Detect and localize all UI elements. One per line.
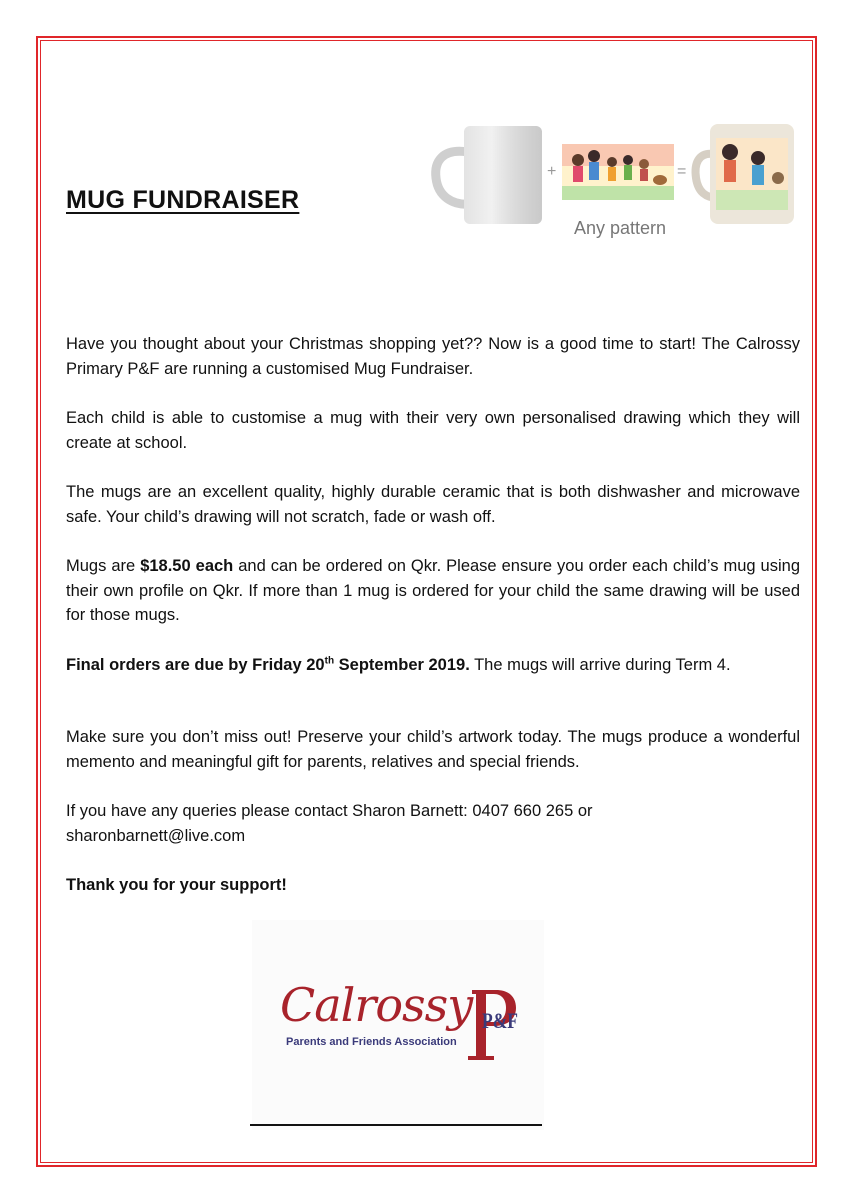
paragraph-pricing [66, 554, 800, 628]
pf-monogram-icon [466, 984, 522, 1064]
deadline-text-b: September 2019. [334, 655, 470, 674]
delivery-text: The mugs will arrive during Term 4. [469, 655, 731, 674]
paragraph-quality: The mugs are an excellent quality, highly durable ceramic that is both dishwasher and microwave safe. Your child’s drawing will not scratch, fade or wash off. [66, 483, 800, 526]
deadline-text-a: Final orders are due by Friday 20 [66, 655, 325, 674]
paragraph-customise: Each child is able to customise a mug with their very own personalised drawing which they will create at school. [66, 409, 800, 452]
contact-email[interactable]: sharonbarnett@live.com [66, 826, 246, 845]
plus-sign: + [547, 163, 557, 180]
paragraph-dont-miss-out: Make sure you don’t miss out! Preserve your child’s artwork today. The mugs produce a wonderful memento and meaningful gift for parents, relatives and special friends. [66, 728, 800, 771]
contact-line: If you have any queries please contact Sharon Barnett: 0407 660 265 or [66, 802, 593, 820]
paragraph-thank-you: Thank you for your support! [66, 876, 287, 894]
paragraph-deadline [66, 653, 800, 678]
hero-illustration [428, 118, 800, 248]
pricing-text-start: Mugs are [66, 557, 141, 575]
page-title: MUG FUNDRAISER [66, 186, 300, 214]
body-text [66, 332, 800, 898]
child-drawing-image [562, 144, 674, 200]
plain-mug-image [436, 126, 542, 224]
paragraph-intro: Have you thought about your Christmas shopping yet?? Now is a good time to start! The Calrossy Primary P&F are running a customised Mug Fundraiser. [66, 335, 800, 378]
logo-script-text: Calrossy [280, 978, 473, 1032]
logo-subtitle: Parents and Friends Association [286, 1036, 457, 1048]
pricing-text-end: and can be ordered on Qkr. Please ensure you order each child’s mug using their own profile on Qkr. If more than 1 mug is ordered for your child the same drawing will be used for those mugs. [66, 557, 800, 624]
deadline-superscript: th [324, 655, 335, 666]
pf-association-logo [252, 920, 544, 1130]
equals-sign: = [677, 163, 687, 180]
hero-caption: Any pattern [573, 218, 667, 238]
paragraph-contact [66, 799, 800, 848]
printed-mug-image [696, 124, 794, 224]
logo-mark-text: P&F [482, 1008, 518, 1033]
signature-line [250, 1124, 542, 1126]
price-label: $18.50 each [140, 557, 234, 575]
